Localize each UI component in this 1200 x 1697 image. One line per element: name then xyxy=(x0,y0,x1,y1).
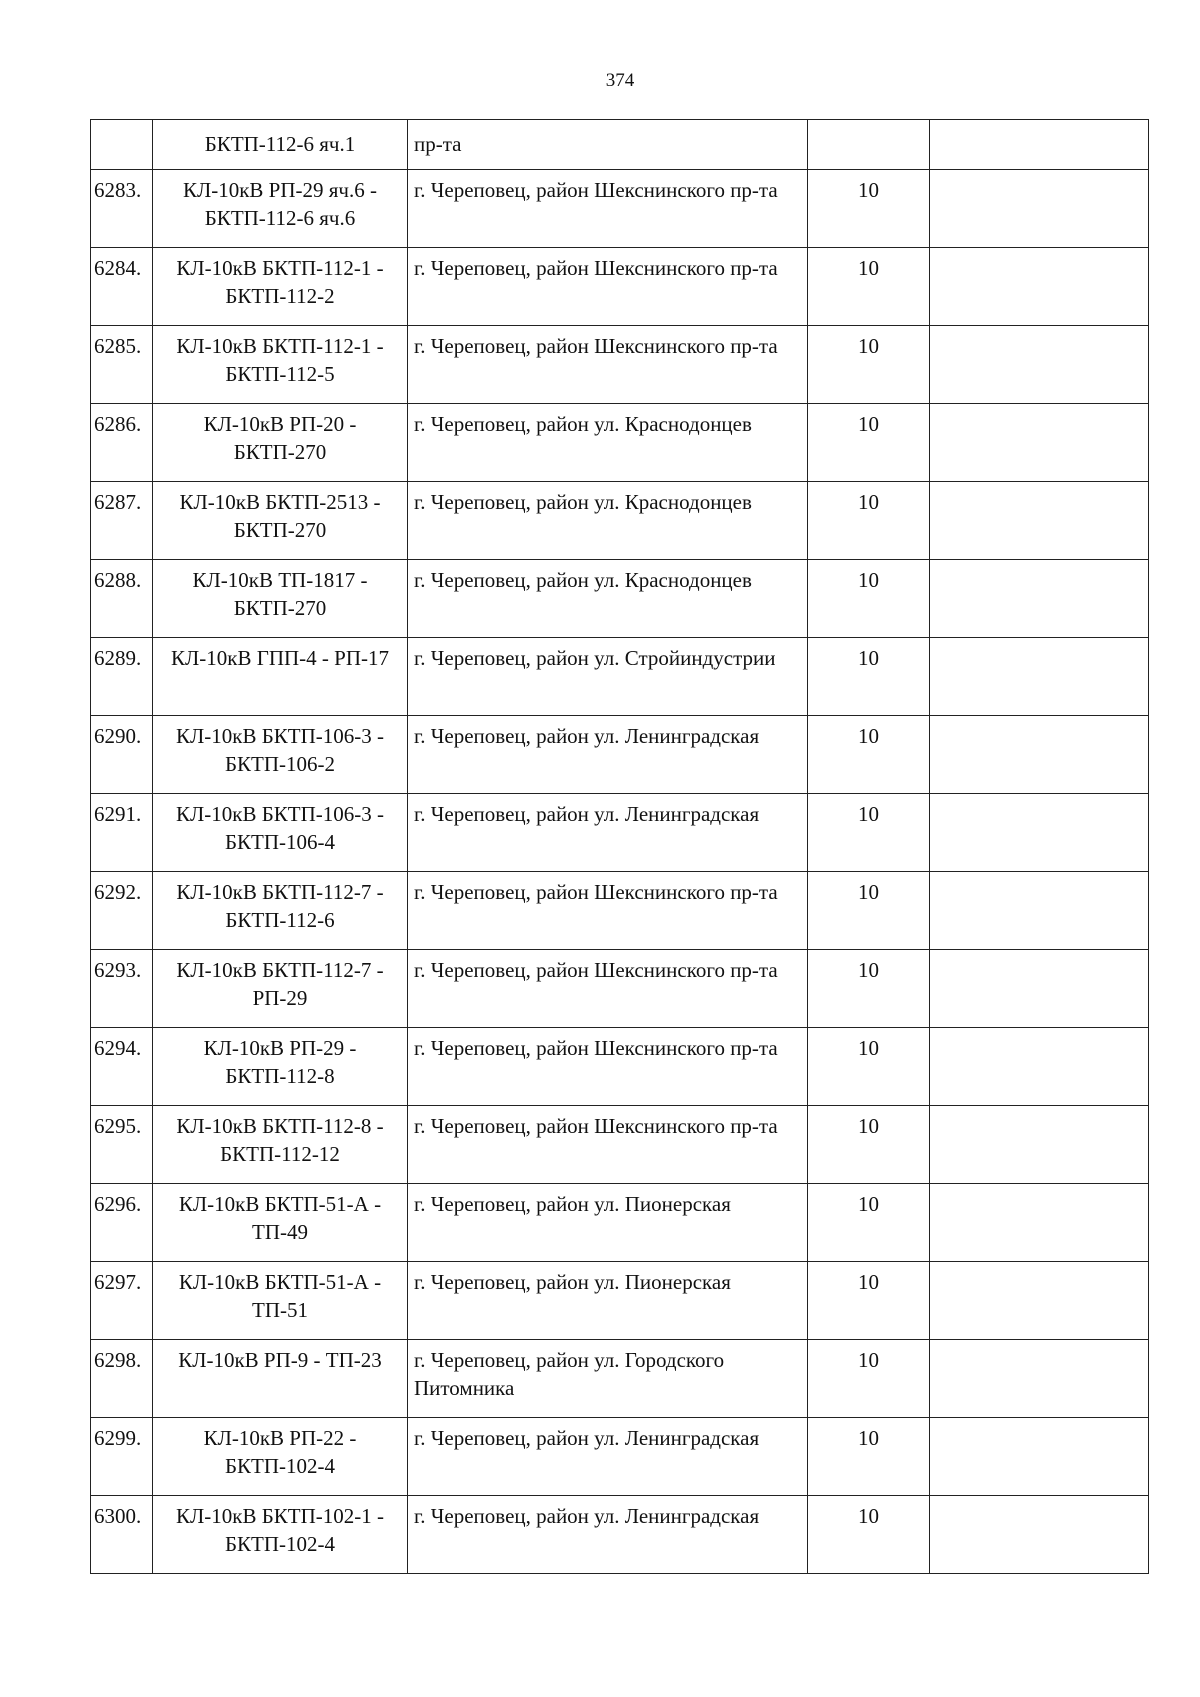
extra-cell xyxy=(930,482,1149,560)
row-number-cell: 6289. xyxy=(91,638,153,716)
voltage-cell: 10 xyxy=(808,1496,930,1574)
line-name-cell: БКТП-112-6 яч.1 xyxy=(153,120,408,170)
voltage-cell xyxy=(808,120,930,170)
address-cell: г. Череповец, район ул. Краснодонцев xyxy=(408,482,808,560)
extra-cell xyxy=(930,950,1149,1028)
address-cell: г. Череповец, район ул. Ленинградская xyxy=(408,1418,808,1496)
line-name-cell: КЛ-10кВ БКТП-112-1 - БКТП-112-5 xyxy=(153,326,408,404)
table-row xyxy=(91,248,1149,326)
page-number: 374 xyxy=(605,70,635,91)
line-name-cell: КЛ-10кВ БКТП-106-3 - БКТП-106-2 xyxy=(153,716,408,794)
extra-cell xyxy=(930,1340,1149,1418)
table-row xyxy=(91,1340,1149,1418)
voltage-cell: 10 xyxy=(808,638,930,716)
line-name-cell: КЛ-10кВ БКТП-2513 - БКТП-270 xyxy=(153,482,408,560)
extra-cell xyxy=(930,560,1149,638)
line-name-cell: КЛ-10кВ РП-29 яч.6 - БКТП-112-6 яч.6 xyxy=(153,170,408,248)
table-row xyxy=(91,1028,1149,1106)
extra-cell xyxy=(930,1028,1149,1106)
line-name-cell: КЛ-10кВ БКТП-102-1 - БКТП-102-4 xyxy=(153,1496,408,1574)
extra-cell xyxy=(930,1184,1149,1262)
table-row xyxy=(91,872,1149,950)
line-name-cell: КЛ-10кВ ГПП-4 - РП-17 xyxy=(153,638,408,716)
row-number-cell: 6290. xyxy=(91,716,153,794)
table-row xyxy=(91,120,1149,170)
voltage-cell: 10 xyxy=(808,1106,930,1184)
address-cell: г. Череповец, район ул. Краснодонцев xyxy=(408,404,808,482)
table-row xyxy=(91,638,1149,716)
voltage-cell: 10 xyxy=(808,482,930,560)
extra-cell xyxy=(930,794,1149,872)
table-row xyxy=(91,1262,1149,1340)
voltage-cell: 10 xyxy=(808,248,930,326)
row-number-cell: 6299. xyxy=(91,1418,153,1496)
row-number-cell: 6285. xyxy=(91,326,153,404)
address-cell: г. Череповец, район ул. Стройиндустрии xyxy=(408,638,808,716)
table-row xyxy=(91,560,1149,638)
extra-cell xyxy=(930,120,1149,170)
voltage-cell: 10 xyxy=(808,1418,930,1496)
row-number-cell: 6286. xyxy=(91,404,153,482)
line-name-cell: КЛ-10кВ РП-20 - БКТП-270 xyxy=(153,404,408,482)
voltage-cell: 10 xyxy=(808,1184,930,1262)
extra-cell xyxy=(930,716,1149,794)
row-number-cell: 6300. xyxy=(91,1496,153,1574)
table-row xyxy=(91,716,1149,794)
table-row xyxy=(91,404,1149,482)
line-name-cell: КЛ-10кВ РП-29 - БКТП-112-8 xyxy=(153,1028,408,1106)
line-name-cell: КЛ-10кВ БКТП-112-8 - БКТП-112-12 xyxy=(153,1106,408,1184)
extra-cell xyxy=(930,1496,1149,1574)
address-cell: г. Череповец, район Шекснинского пр-та xyxy=(408,170,808,248)
extra-cell xyxy=(930,170,1149,248)
extra-cell xyxy=(930,404,1149,482)
row-number-cell: 6287. xyxy=(91,482,153,560)
address-cell: г. Череповец, район ул. Городского Питомника xyxy=(408,1340,808,1418)
extra-cell xyxy=(930,1262,1149,1340)
row-number-cell: 6296. xyxy=(91,1184,153,1262)
voltage-cell: 10 xyxy=(808,326,930,404)
line-name-cell: КЛ-10кВ РП-22 - БКТП-102-4 xyxy=(153,1418,408,1496)
line-name-cell: КЛ-10кВ БКТП-112-1 - БКТП-112-2 xyxy=(153,248,408,326)
address-cell: г. Череповец, район Шекснинского пр-та xyxy=(408,1106,808,1184)
address-cell: г. Череповец, район ул. Пионерская xyxy=(408,1184,808,1262)
voltage-cell: 10 xyxy=(808,404,930,482)
row-number-cell: 6293. xyxy=(91,950,153,1028)
address-cell: г. Череповец, район ул. Ленинградская xyxy=(408,1496,808,1574)
line-name-cell: КЛ-10кВ БКТП-106-3 - БКТП-106-4 xyxy=(153,794,408,872)
voltage-cell: 10 xyxy=(808,1340,930,1418)
registry-table xyxy=(90,119,1149,1574)
line-name-cell: КЛ-10кВ РП-9 - ТП-23 xyxy=(153,1340,408,1418)
table-row xyxy=(91,794,1149,872)
row-number-cell: 6288. xyxy=(91,560,153,638)
row-number-cell: 6284. xyxy=(91,248,153,326)
address-cell: г. Череповец, район Шекснинского пр-та xyxy=(408,1028,808,1106)
voltage-cell: 10 xyxy=(808,170,930,248)
line-name-cell: КЛ-10кВ БКТП-51-А - ТП-51 xyxy=(153,1262,408,1340)
line-name-cell: КЛ-10кВ БКТП-112-7 - РП-29 xyxy=(153,950,408,1028)
address-cell: пр-та xyxy=(408,120,808,170)
line-name-cell: КЛ-10кВ ТП-1817 - БКТП-270 xyxy=(153,560,408,638)
row-number-cell xyxy=(91,120,153,170)
extra-cell xyxy=(930,1106,1149,1184)
address-cell: г. Череповец, район Шекснинского пр-та xyxy=(408,950,808,1028)
line-name-cell: КЛ-10кВ БКТП-112-7 - БКТП-112-6 xyxy=(153,872,408,950)
extra-cell xyxy=(930,248,1149,326)
table-row xyxy=(91,1418,1149,1496)
table-row xyxy=(91,1106,1149,1184)
extra-cell xyxy=(930,638,1149,716)
registry-table-body xyxy=(91,120,1149,1574)
address-cell: г. Череповец, район ул. Ленинградская xyxy=(408,794,808,872)
voltage-cell: 10 xyxy=(808,1028,930,1106)
extra-cell xyxy=(930,1418,1149,1496)
row-number-cell: 6295. xyxy=(91,1106,153,1184)
voltage-cell: 10 xyxy=(808,950,930,1028)
voltage-cell: 10 xyxy=(808,1262,930,1340)
address-cell: г. Череповец, район Шекснинского пр-та xyxy=(408,248,808,326)
extra-cell xyxy=(930,872,1149,950)
address-cell: г. Череповец, район ул. Пионерская xyxy=(408,1262,808,1340)
address-cell: г. Череповец, район Шекснинского пр-та xyxy=(408,872,808,950)
address-cell: г. Череповец, район ул. Краснодонцев xyxy=(408,560,808,638)
table-row xyxy=(91,326,1149,404)
address-cell: г. Череповец, район ул. Ленинградская xyxy=(408,716,808,794)
extra-cell xyxy=(930,326,1149,404)
row-number-cell: 6298. xyxy=(91,1340,153,1418)
voltage-cell: 10 xyxy=(808,872,930,950)
voltage-cell: 10 xyxy=(808,560,930,638)
row-number-cell: 6292. xyxy=(91,872,153,950)
table-row xyxy=(91,1496,1149,1574)
address-cell: г. Череповец, район Шекснинского пр-та xyxy=(408,326,808,404)
line-name-cell: КЛ-10кВ БКТП-51-А - ТП-49 xyxy=(153,1184,408,1262)
row-number-cell: 6297. xyxy=(91,1262,153,1340)
table-row xyxy=(91,950,1149,1028)
table-row xyxy=(91,482,1149,560)
table-row xyxy=(91,170,1149,248)
voltage-cell: 10 xyxy=(808,716,930,794)
table-row xyxy=(91,1184,1149,1262)
row-number-cell: 6291. xyxy=(91,794,153,872)
row-number-cell: 6283. xyxy=(91,170,153,248)
row-number-cell: 6294. xyxy=(91,1028,153,1106)
voltage-cell: 10 xyxy=(808,794,930,872)
